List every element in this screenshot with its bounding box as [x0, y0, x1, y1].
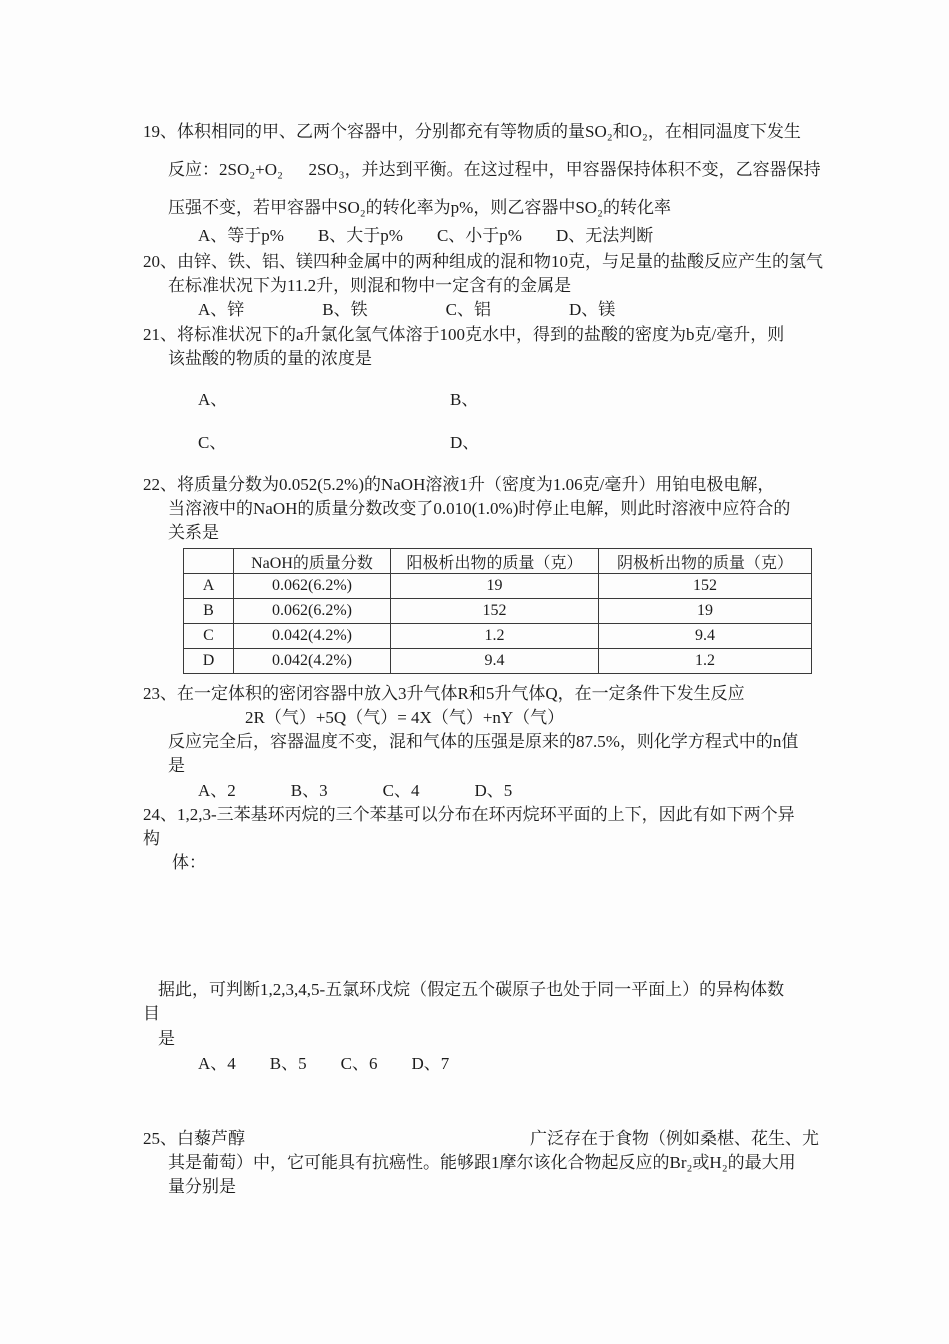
q22-cell: 19 [391, 574, 599, 599]
q20-choice-c: C、铝 [445, 300, 491, 319]
q19-choice-b: B、大于p% [317, 226, 403, 245]
q20-choices [198, 298, 615, 321]
q25-line1-left: 25、白藜芦醇 [143, 1129, 245, 1148]
q23-choice-b: B、3 [290, 781, 328, 800]
q22-cell: 9.4 [391, 649, 599, 674]
q22-line3: 关系是 [168, 523, 219, 542]
q24-choice-b: B、5 [269, 1054, 307, 1073]
q22-table [183, 548, 812, 674]
q20-choice-d: D、镁 [568, 300, 616, 319]
q24-line4: 据此，可判断1,2,3,4,5-五氯环戊烷（假定五个碳原子也处于同一平面上）的异构体数 [158, 980, 785, 999]
q22-th-naoh: NaOH的质量分数 [234, 549, 391, 574]
q25-line1-right: 广泛存在于食物（例如桑椹、花生、尤 [530, 1129, 819, 1148]
q22-table-row-b [184, 599, 812, 624]
q24-choice-a: A、4 [198, 1054, 236, 1073]
q24-line3: 体： [172, 853, 206, 872]
q24-choice-d: D、7 [411, 1054, 450, 1073]
q20-line2: 在标准状况下为11.2升，则混和物中一定含有的金属是 [168, 276, 572, 295]
q23-equation: 2R（气）+5Q（气）= 4X（气）+nY（气） [245, 708, 565, 727]
q21-option-d: D、 [450, 433, 480, 452]
q22-cell: 0.062(6.2%) [234, 599, 391, 624]
q19-choice-a: A、等于p% [198, 226, 284, 245]
q19-choice-d: D、无法判断 [555, 226, 654, 245]
q23-line1: 23、在一定体积的密闭容器中放入3升气体R和5升气体Q，在一定条件下发生反应 [143, 684, 745, 703]
q23-choice-a: A、2 [198, 781, 236, 800]
q22-cell: 1.2 [599, 649, 812, 674]
q22-table-row-a [184, 574, 812, 599]
q22-th-blank [184, 549, 234, 574]
q22-line2: 当溶液中的NaOH的质量分数改变了0.010(1.0%)时停止电解，则此时溶液中应符合的 [168, 499, 791, 518]
q25-line2: 其是葡萄）中，它可能具有抗癌性。能够跟1摩尔该化合物起反应的Br₂或H₂的最大用 [168, 1153, 796, 1172]
q19-line3: 压强不变，若甲容器中SO₂的转化率为p%，则乙容器中SO₂的转化率 [168, 198, 671, 217]
q22-cell: B [184, 599, 234, 624]
q22-table-row-c [184, 624, 812, 649]
q22-cell: D [184, 649, 234, 674]
q23-choice-d: D、5 [474, 781, 513, 800]
q22-cell: 19 [599, 599, 812, 624]
q24-choice-c: C、6 [340, 1054, 378, 1073]
q22-cell: C [184, 624, 234, 649]
q21-line1: 21、将标准状况下的a升氯化氢气体溶于100克水中，得到的盐酸的密度为b克/毫升，则 [143, 325, 785, 344]
q22-cell: 152 [391, 599, 599, 624]
q24-choices [198, 1052, 449, 1075]
q23-line4: 是 [168, 756, 185, 775]
q22-th-anode: 阳极析出物的质量（克） [391, 549, 599, 574]
q23-choice-c: C、4 [382, 781, 420, 800]
q22-cell: 1.2 [391, 624, 599, 649]
q19-choice-c: C、小于p% [436, 226, 522, 245]
q20-line1: 20、由锌、铁、铝、镁四种金属中的两种组成的混和物10克，与足量的盐酸反应产生的氢气 [143, 252, 823, 271]
q19-choices [198, 224, 653, 247]
q22-cell: 152 [599, 574, 812, 599]
q23-choices [198, 779, 512, 802]
q22-th-cathode: 阴极析出物的质量（克） [599, 549, 812, 574]
q22-table-row-d [184, 649, 812, 674]
q24-line6: 是 [158, 1029, 175, 1048]
q19-line1: 19、体积相同的甲、乙两个容器中，分别都充有等物质的量SO₂和O₂，在相同温度下发生 [143, 122, 801, 141]
q21-option-b: B、 [450, 390, 479, 409]
q22-cell: 0.042(4.2%) [234, 624, 391, 649]
q25-line3: 量分别是 [168, 1177, 236, 1196]
q24-line2: 构 [143, 829, 160, 848]
q24-line1: 24、1,2,3-三苯基环丙烷的三个苯基可以分布在环丙烷环平面的上下，因此有如下两个异 [143, 805, 795, 824]
q21-line2: 该盐酸的物质的量的浓度是 [168, 349, 372, 368]
q22-cell: 0.042(4.2%) [234, 649, 391, 674]
q22-cell: A [184, 574, 234, 599]
q24-line5: 目 [143, 1004, 160, 1023]
q22-cell: 9.4 [599, 624, 812, 649]
q22-cell: 0.062(6.2%) [234, 574, 391, 599]
q20-choice-a: A、锌 [198, 300, 245, 319]
q21-option-c: C、 [198, 433, 227, 452]
q20-choice-b: B、铁 [322, 300, 368, 319]
q22-line1: 22、将质量分数为0.052(5.2%)的NaOH溶液1升（密度为1.06克/毫升）用铂电极电解， [143, 475, 775, 494]
q21-option-a: A、 [198, 390, 228, 409]
q23-line3: 反应完全后，容器温度不变，混和气体的压强是原来的87.5%，则化学方程式中的n值 [168, 732, 799, 751]
q19-line2-reaction: 反应：2SO₂+O₂ 2SO₃，并达到平衡。在这过程中，甲容器保持体积不变，乙容器保持 [168, 160, 821, 179]
q22-table-header-row [184, 549, 812, 574]
